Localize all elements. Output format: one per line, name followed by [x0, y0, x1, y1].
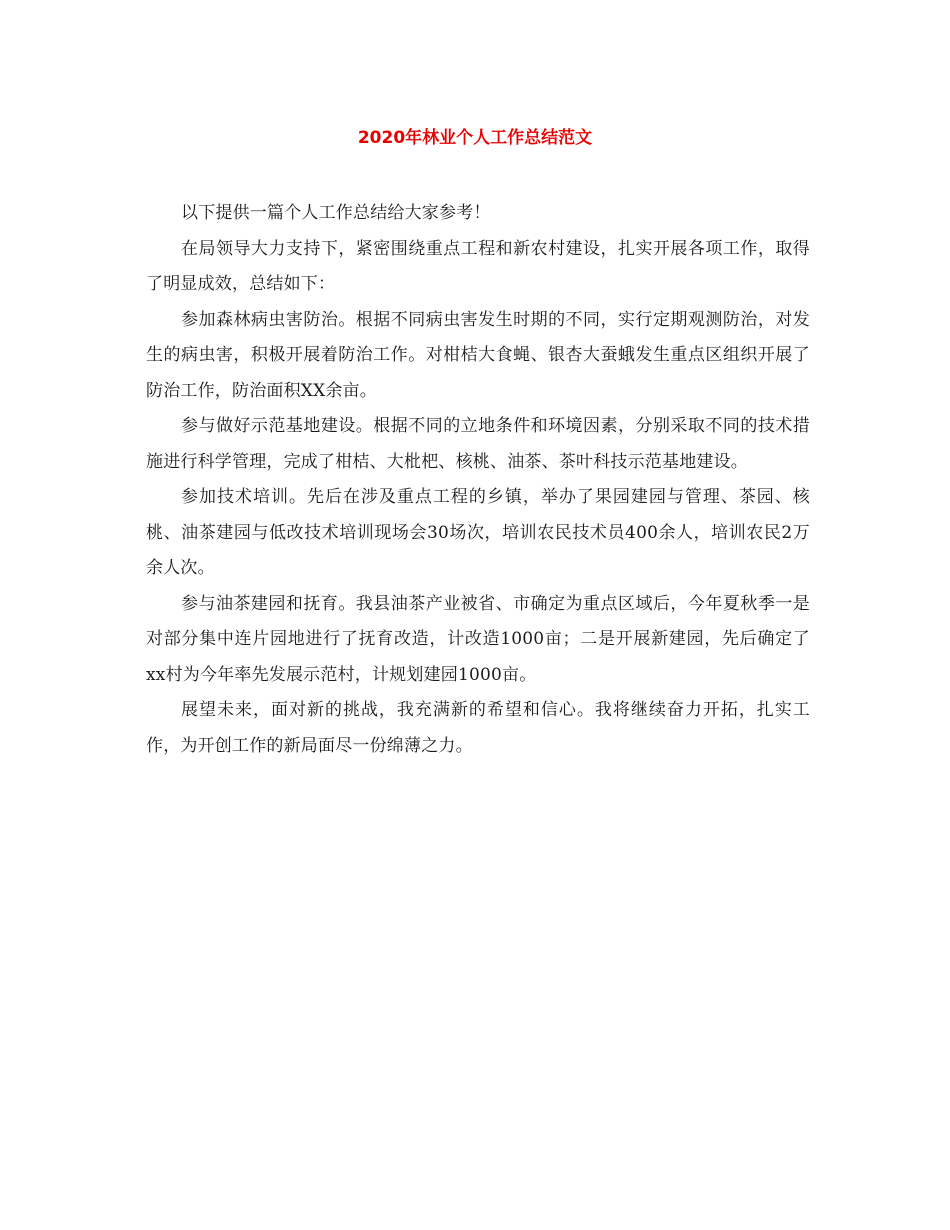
- document-body: [146, 196, 810, 764]
- paragraph-intro: 以下提供一篇个人工作总结给大家参考！: [181, 203, 491, 223]
- paragraph-overview: 在局领导大力支持下，紧密围绕重点工程和新农村建设，扎实开展各项工作，取得了明显成效，总结如下：: [146, 238, 810, 294]
- paragraph-oil-tea: 参与油茶建园和抚育。我县油茶产业被省、市确定为重点区域后，今年夏秋季一是对部分集中连片园地进行了抚育改造，计改造1000亩；二是开展新建园，先后确定了xx村为今年率先发展示范村，计规划建园1000亩。: [146, 593, 810, 685]
- paragraph-training: 参加技术培训。先后在涉及重点工程的乡镇，举办了果园建园与管理、茶园、核桃、油茶建园与低改技术培训现场会30场次，培训农民技术员400余人，培训农民2万余人次。: [146, 487, 810, 578]
- paragraph-demo-base: 参与做好示范基地建设。根据不同的立地条件和环境因素，分别采取不同的技术措施进行科学管理，完成了柑桔、大枇杷、核桃、油茶、茶叶科技示范基地建设。: [146, 416, 810, 472]
- paragraph-outlook: 展望未来，面对新的挑战，我充满新的希望和信心。我将继续奋力开拓，扎实工作，为开创工作的新局面尽一份绵薄之力。: [146, 700, 810, 756]
- document-title: 2020年林业个人工作总结范文: [357, 128, 593, 148]
- paragraph-pest-control: 参加森林病虫害防治。根据不同病虫害发生时期的不同，实行定期观测防治，对发生的病虫害，积极开展着防治工作。对柑桔大食蝇、银杏大蚕蛾发生重点区组织开展了防治工作，防治面积XX余亩。: [146, 309, 810, 401]
